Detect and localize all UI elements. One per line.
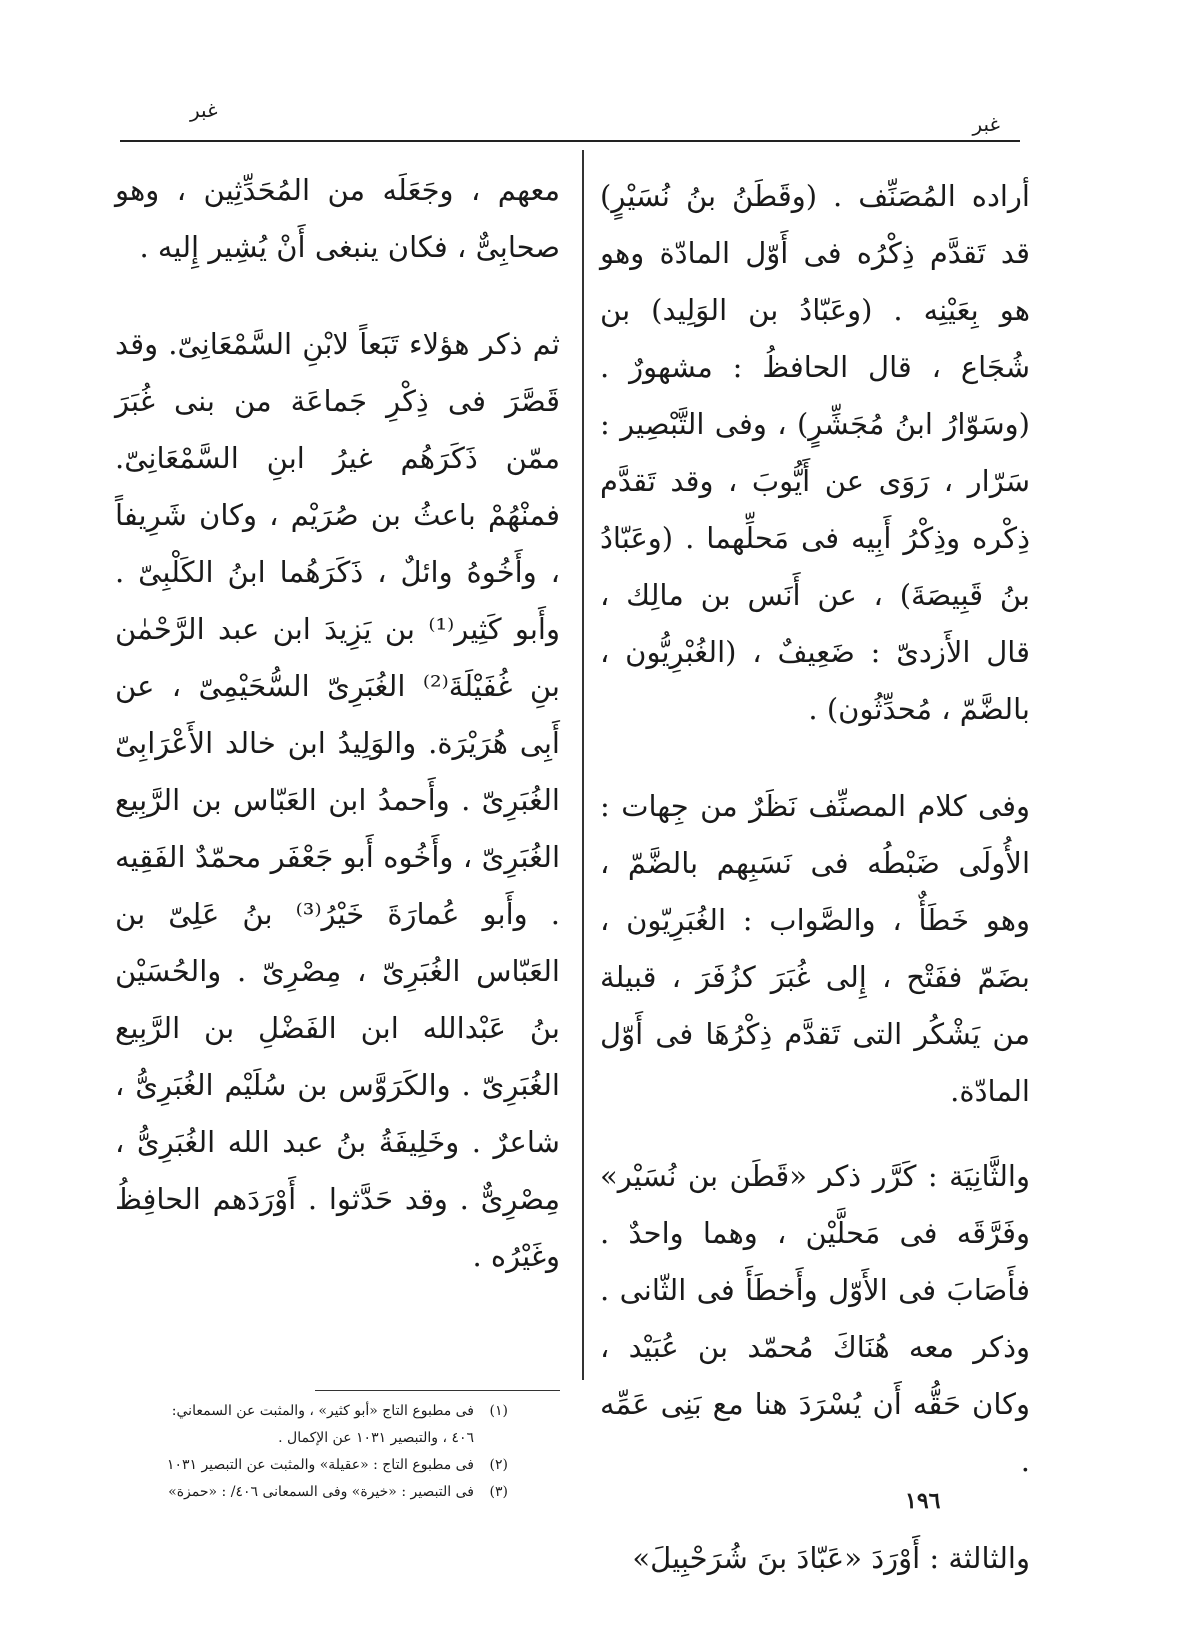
footnotes [108,1398,508,1506]
footnote-2 [108,1452,508,1479]
right-paragraph-4: والثالثة : أَوْرَدَ «عَبّادَ بنَ شُرَحْبِيلَ» [632,1541,1030,1575]
column-divider [582,150,584,1380]
footnote-number: (٣) [489,1484,508,1500]
header-rule [120,140,1020,142]
footnote-number: (٢) [489,1457,508,1473]
right-paragraph-1: أراده المُصَنِّف . (وقَطَنُ بنُ نُسَيْرٍ) قد تَقدَّم ذِكْرُه فى أَوّل المادّة وهو هو بِعَيْنِه . (وعَبّادُ بن الوَلِيد) بن شُجَاع ، قال الحافظُ : مشهورٌ . (وسَوّارُ ابنُ مُجَشِّرٍ) ، وفى التَّبْصِير : سَرّار ، رَوَى عن أَيُّوبَ ، وقد تَقدَّم ذِكْره وذِكْرُ أَبِيه فى مَحلِّهما . (وعَبّادُ بنُ قَبِيصَةَ) ، عن أَنَس بن مالِك ، قال الأَزدىّ : ضَعِيفٌ ، (الغُبْرِيُّون ، بالضَّمّ ، مُحدِّثُون) . [600,179,1030,726]
right-paragraph-3: والثَّانِيَة : كَرَّر ذكر «قَطَن بن نُسَيْر» وفَرَّقَه فى مَحلَّيْن ، وهما واحدٌ . فأَصَابَ فى الأَوّل وأَخطَأَ فى الثّانى . وذكر معه هُنَاكَ مُحمّد بن عُبَيْد ، وكان حَقُّه أَن يُسْرَدَ هنا مع بَنِى عَمِّه . [600,1159,1030,1478]
header-right-keyword: غبر [972,112,1000,136]
page-number: ١٩٦ [905,1488,941,1514]
left-paragraph-2: ثم ذكر هؤلاء تَبَعاً لابْنِ السَّمْعَانِىّ. وقد قَصَّرَ فى ذِكْرِ جَماعَة من بنى غُبَرَ ممّن ذَكَرَهُم غيرُ ابنِ السَّمْعَانِىّ. فمنْهُمْ باعثُ بن صُرَيْم ، وكان شَرِيفاً ، وأَخُوهُ وائلٌ ، ذَكَرَهُما ابنُ الكَلْبِىّ . وأَبو كَثِير⁽¹⁾ بن يَزِيدَ ابن عبد الرَّحْمٰن بنِ غُفَيْلَةَ⁽²⁾ الغُبَرِىّ السُّحَيْمِىّ ، عن أَبِى هُرَيْرَة. والوَلِيدُ ابن خالد الأَعْرَابِىّ الغُبَرِىّ . وأَحمدُ ابن العَبّاس بن الرَّبِيع الغُبَرِىّ ، وأَخُوه أَبو جَعْفَر محمّدٌ الفَقِيه . وأَبو عُمارَةَ خَيْرُ⁽³⁾ بنُ عَلِىّ بن العَبّاس الغُبَرِىّ ، مِصْرِىّ . والحُسَيْن بنُ عَبْدالله ابن الفَضْلِ بن الرَّبِيع الغُبَرِىّ . والكَرَوَّس بن سُلَيْم الغُبَرِىُّ ، شاعرٌ . وخَلِيفَةُ بنُ عبد الله الغُبَرِىُّ ، مِصْرِىٌّ . وقد حَدَّثوا . أَوْرَدَهم الحافِظُ وغَيْرُه . [115,327,560,1273]
footnote-continuation: ٤٠٦ ، والتبصير ١٠٣١ عن الإكمال . [278,1430,474,1446]
footnote-3 [108,1479,508,1506]
footnote-number: (١) [489,1403,508,1419]
left-paragraph-1: معهم ، وجَعَلَه من المُحَدِّثِين ، وهو صحابِىٌّ ، فكان ينبغى أَنْ يُشِير إِليه . [115,173,560,264]
footnote-rule [315,1390,560,1391]
footnote-text: فى مطبوع التاج : «عقيلة» والمثبت عن التبصير ١٠٣١ [166,1457,474,1473]
footnote-text: فى مطبوع التاج «أبو كثير» ، والمثبت عن السمعاني: [171,1403,474,1419]
right-paragraph-2: وفى كلام المصنِّف نَظَرٌ من جِهات : الأُولَى ضَبْطُه فى نَسَبِهم بالضَّمّ ، وهو خَطَأٌ ، والصَّواب : الغُبَرِيّون ، بضَمّ ففَتْح ، إِلى غُبَرَ كزُفَرَ ، قبيلة من يَشْكُر التى تَقدَّم ذِكْرُهَا فى أَوّل المادّة. [600,789,1030,1108]
footnote-1 [108,1398,508,1425]
footnote-text: فى التبصير : «خيرة» وفى السمعانى ٤٠٦/ : «حمزة» [168,1484,474,1500]
right-column [600,168,1030,1587]
header-left-keyword: غبر [190,98,218,122]
left-column [115,162,560,1285]
